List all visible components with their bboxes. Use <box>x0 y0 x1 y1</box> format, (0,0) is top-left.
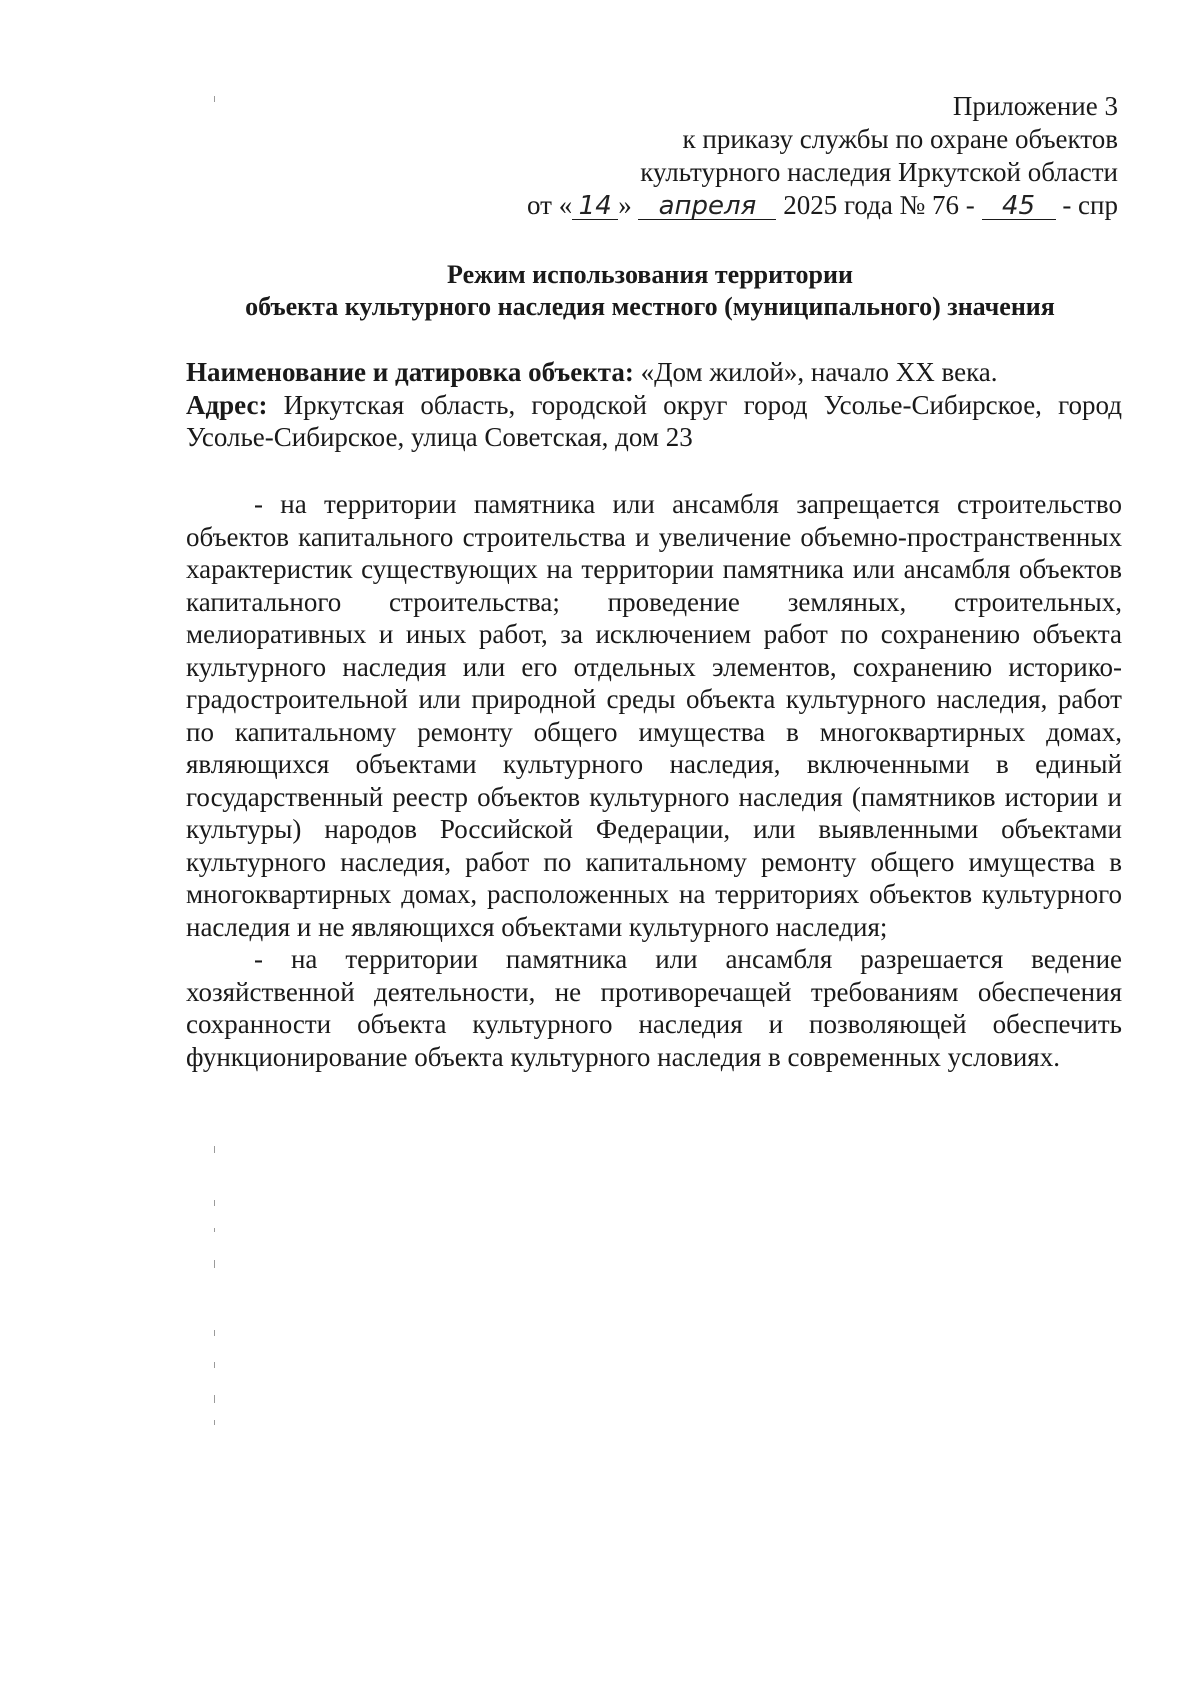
scan-speck <box>214 1362 215 1368</box>
object-name <box>186 356 1122 389</box>
order-day-handwritten: 14 <box>572 193 618 220</box>
scan-speck <box>214 1260 215 1268</box>
object-name-value: «Дом жилой», начало XX века. <box>640 357 998 387</box>
order-month-handwritten: апреля <box>638 193 776 220</box>
title-line-1: Режим использования территории <box>447 260 853 289</box>
order-suffix: - спр <box>1062 190 1118 220</box>
appendix-title: Приложение 3 <box>952 91 1118 121</box>
object-address <box>186 389 1122 454</box>
scan-speck <box>214 1330 215 1336</box>
regime-prohibitions-paragraph: - на территории памятника или ансамбля запрещается строительство объектов капитального строительства и увеличение объемно-пространственных характеристик существующих на территории памятника или ансамбля объектов капитального строительства; проведение земляных, строительных, мелиоративных и иных работ, за исключением работ по сохранению объекта культурного наследия или его отдельных элементов, сохранению историко-градостроительной или природной среды объекта культурного наследия, работ по капитальному ремонту общего имущества в многоквартирных домах, являющихся объектами культурного наследия, включенными в единый государственный реестр объектов культурного наследия (памятников истории и культуры) народов Российской Федерации, или выявленными объектами культурного наследия, работ по капитальному ремонту общего имущества в многоквартирных домах, расположенных на территориях объектов культурного наследия и не являющихся объектами культурного наследия; <box>186 489 1122 942</box>
scan-speck <box>214 1420 215 1425</box>
scan-speck <box>214 1200 215 1206</box>
object-address-value: Иркутская область, городской округ город Усолье-Сибирское, город Усолье-Сибирское, улица Советская, дом 23 <box>186 389 1122 452</box>
scan-speck <box>214 1395 215 1403</box>
object-name-label: Наименование и датировка объекта: <box>186 357 634 387</box>
order-close-quote: » <box>618 190 632 220</box>
regime-permissions-paragraph: - на территории памятника или ансамбля разрешается ведение хозяйственной деятельности, не противоречащей требованиям обеспечения сохранности объекта культурного наследия и позволяющей обеспечить функционирование объекта культурного наследия в современных условиях. <box>186 944 1122 1072</box>
order-prefix: от « <box>527 190 573 220</box>
scan-margin-marks <box>214 0 224 1690</box>
object-address-label: Адрес: <box>186 389 268 420</box>
appendix-order-ref: к приказу службы по охране объектов <box>682 124 1118 154</box>
object-info <box>186 356 1122 454</box>
order-date-line <box>478 189 1118 222</box>
scan-speck <box>214 96 215 102</box>
appendix-header <box>478 90 1118 222</box>
appendix-issuer: культурного наследия Иркутской области <box>640 157 1118 187</box>
regime-text <box>186 488 1122 1073</box>
order-year-text: 2025 года № 76 - <box>783 190 975 220</box>
order-number-handwritten: 45 <box>982 193 1056 220</box>
scan-speck <box>214 1228 215 1232</box>
scan-speck <box>214 1146 215 1153</box>
document-title <box>180 259 1120 323</box>
title-line-2: объекта культурного наследия местного (муниципального) значения <box>245 292 1055 321</box>
